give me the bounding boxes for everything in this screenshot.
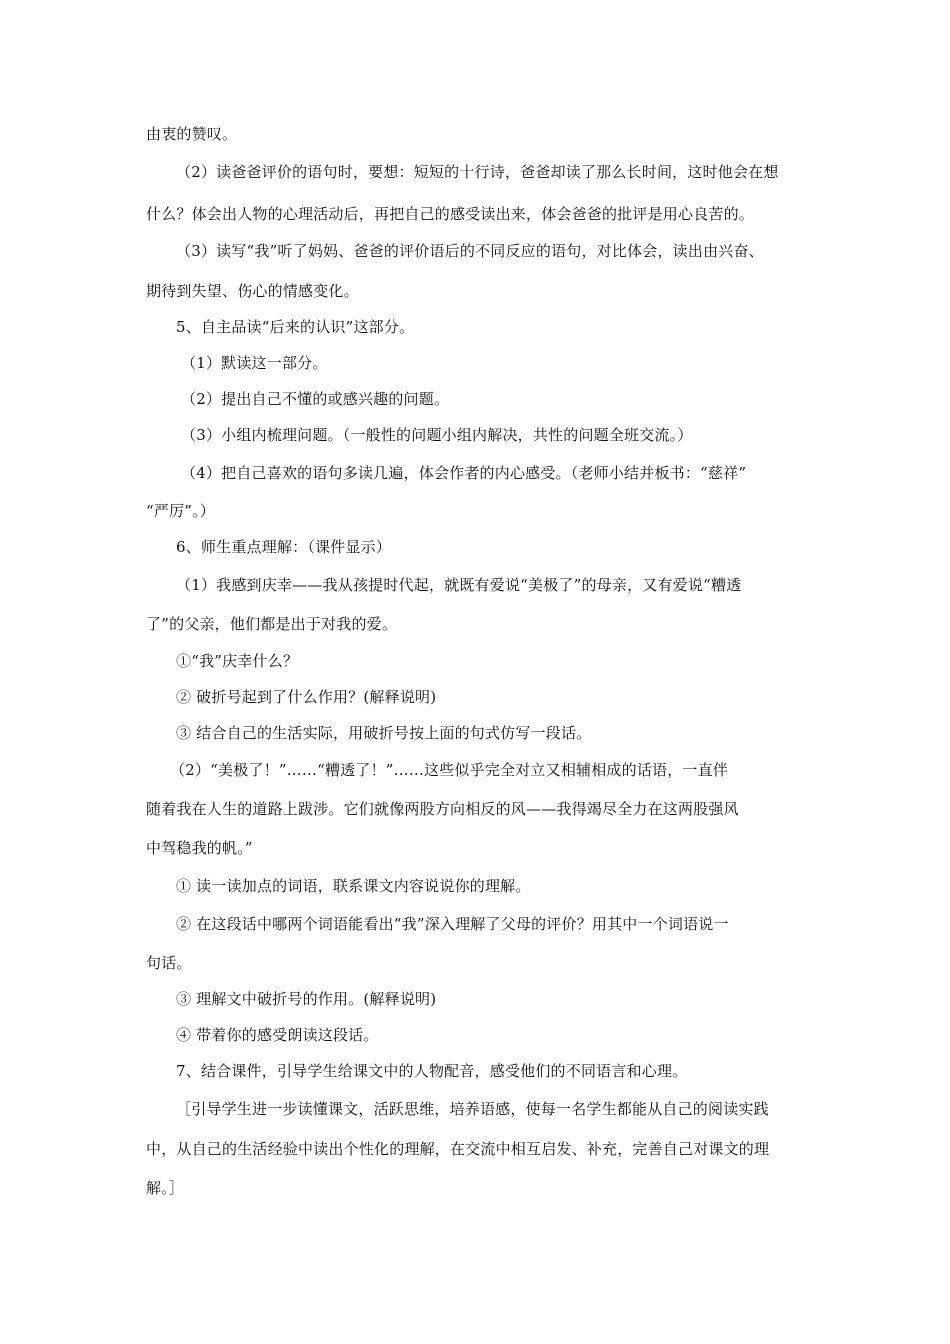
text-line: 期待到失望、伤心的情感变化。 (146, 282, 359, 300)
text-line: “严厉”。） (146, 502, 216, 520)
text-line: ② 破折号起到了什么作用？(解释说明) (176, 688, 437, 706)
text-line: 解。］ (146, 1179, 185, 1197)
text-line: ③ 理解文中破折号的作用。(解释说明) (176, 990, 437, 1008)
text-line: ② 在这段话中哪两个词语能看出“我”深入理解了父母的评价？用其中一个词语说一 (176, 915, 729, 933)
text-line: （2）“美极了！”……“糟透了！”……这些似乎完全对立又相辅相成的话语，一直伴 (170, 761, 729, 779)
text-line: 了”的父亲，他们都是出于对我的爱。 (146, 615, 398, 633)
text-line: 中，从自己的生活经验中读出个性化的理解，在交流中相互启发、补充，完善自己对课文的理 (146, 1140, 770, 1158)
text-line: （4）把自己喜欢的语句多读几遍，体会作者的内心感受。（老师小结并板书：“慈祥” (181, 464, 747, 482)
text-line: （2）提出自己不懂的或感兴趣的问题。 (181, 390, 450, 408)
text-line: ①“我”庆幸什么？ (176, 652, 299, 670)
text-line: （2）读爸爸评价的语句时，要想：短短的十行诗，爸爸却读了那么长时间，这时他会在想 (176, 163, 779, 181)
text-line: 中驾稳我的帆。” (146, 839, 253, 857)
text-line: （1）我感到庆幸——我从孩提时代起，就既有爱说“美极了”的母亲，又有爱说“糟透 (176, 576, 742, 594)
text-line: ① 读一读加点的词语，联系课文内容说说你的理解。 (176, 877, 531, 895)
text-line: 由衷的赞叹。 (146, 125, 238, 143)
text-line: （3）读写“我”听了妈妈、爸爸的评价语后的不同反应的语句，对比体会，读出由兴奋、 (176, 242, 764, 260)
text-line: （3）小组内梳理问题。（一般性的问题小组内解决，共性的问题全班交流。） (181, 426, 693, 444)
text-line: 随着我在人生的道路上跋涉。它们就像两股方向相反的风——我得竭尽全力在这两股强风 (146, 800, 739, 818)
section-heading: 6、师生重点理解：（课件显示） (176, 538, 392, 556)
text-line: ③ 结合自己的生活实际，用破折号按上面的句式仿写一段话。 (176, 724, 592, 742)
text-line: （1）默读这一部分。 (181, 354, 328, 372)
text-line: ④ 带着你的感受朗读这段话。 (176, 1026, 379, 1044)
section-heading: 5、自主品读“后来的认识”这部分。 (176, 318, 415, 336)
section-heading: 7、结合课件，引导学生给课文中的人物配音，感受他们的不同语言和心理。 (176, 1062, 688, 1080)
text-line: ［引导学生进一步读懂课文，活跃思维，培养语感，使每一名学生都能从自己的阅读实践 (176, 1100, 769, 1118)
text-line: 句话。 (146, 954, 192, 972)
text-line: 什么？体会出人物的心理活动后，再把自己的感受读出来，体会爸爸的批评是用心良苦的。 (146, 205, 755, 223)
